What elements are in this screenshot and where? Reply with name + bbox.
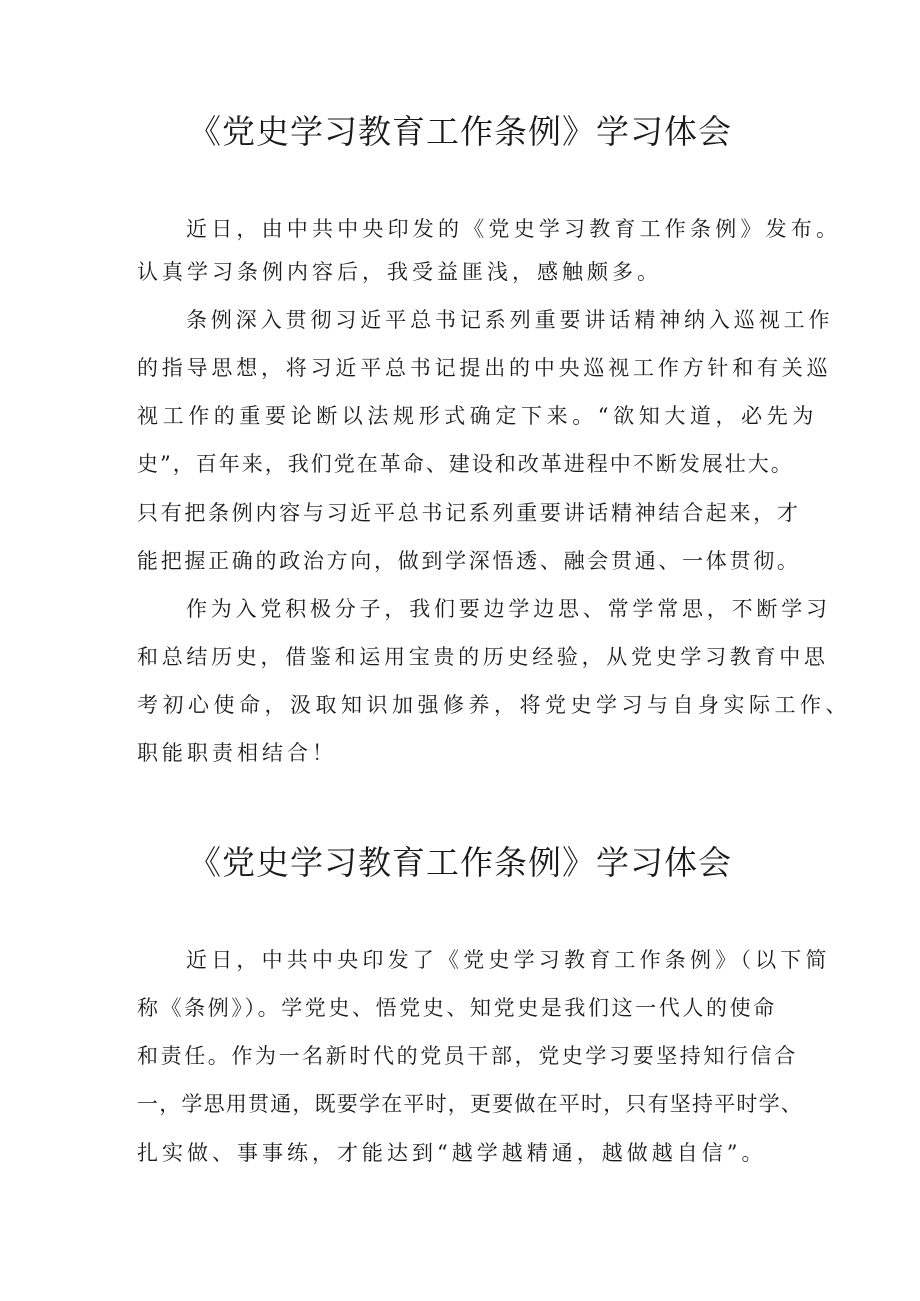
paragraph-line: 条例深入贯彻习近平总书记系列重要讲话精神纳入巡视工作 <box>186 308 834 332</box>
paragraph-line: 能把握正确的政治方向，做到学深悟透、融会贯通、一体贯彻。 <box>137 549 801 573</box>
paragraph-line: 的指导思想，将习近平总书记提出的中央巡视工作方针和有关巡 <box>137 356 832 380</box>
paragraph-line: 只有把条例内容与习近平总书记系列重要讲话精神结合起来，才 <box>137 501 801 525</box>
paragraph-line: 近日，由中共中央印发的《党史学习教育工作条例》发布。 <box>186 217 842 241</box>
paragraph-line: 和总结历史，借鉴和运用宝贵的历史经验，从党史学习教育中思 <box>137 645 829 669</box>
paragraph-line: 史”，百年来，我们党在革命、建设和改革进程中不断发展壮大。 <box>137 452 794 476</box>
paragraph-line: 扎实做、事事练，才能达到“越学越精通，越做越自信”。 <box>137 1141 767 1165</box>
paragraph-line: 认真学习条例内容后，我受益匪浅，感触颇多。 <box>137 260 662 284</box>
paragraph-line: 一，学思用贯通，既要学在平时，更要做在平时，只有坚持平时学、 <box>137 1092 803 1116</box>
paragraph-line: 近日，中共中央印发了《党史学习教育工作条例》（以下简 <box>186 948 831 972</box>
paragraph-line: 称《条例》）。学党史、悟党史、知党史是我们这一代人的使命 <box>137 996 777 1020</box>
paragraph-line: 视工作的重要论断以法规形式确定下来。“欲知大道，必先为 <box>137 404 818 428</box>
paragraph-line: 考初心使命，汲取知识加强修养，将党史学习与自身实际工作、 <box>137 693 851 717</box>
paragraph-line: 作为入党积极分子，我们要边学边思、常学常思，不断学习 <box>186 597 831 621</box>
section-1-title: 《党史学习教育工作条例》学习体会 <box>188 112 732 151</box>
section-2-title: 《党史学习教育工作条例》学习体会 <box>188 843 732 882</box>
paragraph-line: 职能职责相结合！ <box>137 741 337 765</box>
paragraph-line: 和责任。作为一名新时代的党员干部，党史学习要坚持知行信合 <box>137 1044 798 1068</box>
